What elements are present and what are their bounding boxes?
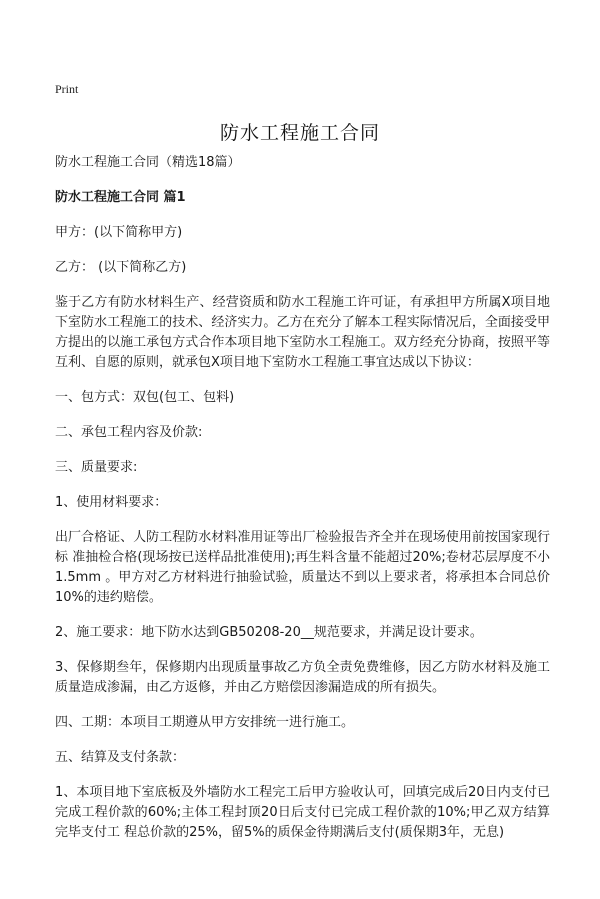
clause-quality: 三、质量要求: xyxy=(55,460,138,475)
clause-scope-price: 二、承包工程内容及价款: xyxy=(55,425,203,440)
document-title: 防水工程施工合同 xyxy=(219,122,380,144)
clause-contract-type: 一、包方式：双包(包工、包料) xyxy=(55,390,235,405)
section-heading: 防水工程施工合同 篇1 xyxy=(55,190,186,205)
clause-settlement: 五、结算及支付条款： xyxy=(55,750,186,765)
preamble-paragraph: 鉴于乙方有防水材料生产、经营资质和防水工程施工许可证，有承担甲方所属X项目地下室防水工程施工的技术、经济实力。乙方在充分了解本工程实际情况后，全面接受甲方提出的以施工承包方式合作本项目地下室防水工程施工。双方经充分协商，按照平等互利、自愿的原则，就承包X项目地下室防水工程施工事宜达成以下协议： xyxy=(55,295,550,370)
clause-schedule: 四、工期：本项目工期遵从甲方安排统一进行施工。 xyxy=(55,715,355,730)
material-req-paragraph: 出厂合格证、人防工程防水材料准用证等出厂检验报告齐全并在现场使用前按国家现行标 准抽检合格(现场按已送样品批准使用);再生料含量不能超过20%;卷材芯层厚度不小1.5mm 。甲方对乙方材料进行抽验试验，质量达不到以上要求者，将承担本合同总价10%的违约赔偿。 xyxy=(55,530,550,605)
party-b-line: 乙方： (以下简称乙方) xyxy=(55,260,187,275)
construction-req: 2、施工要求：地下防水达到GB50208-20__规范要求，并满足设计要求。 xyxy=(55,625,483,640)
party-a-line: 甲方：(以下简称甲方) xyxy=(55,225,183,240)
settlement-paragraph: 1、本项目地下室底板及外墙防水工程完工后甲方验收认可，回填完成后20日内支付已完成工程价款的60%;主体工程封顶20日后支付已完成工程价款的10%;甲乙双方结算完毕支付工 程总价款的25%，留5%的质保金待期满后支付(质保期3年，无息) xyxy=(55,785,550,840)
print-label: Print xyxy=(55,82,79,96)
warranty-paragraph: 3、保修期叁年，保修期内出现质量事故乙方负全责免费维修，因乙方防水材料及施工质量造成渗漏，由乙方返修，并由乙方赔偿因渗漏造成的所有损失。 xyxy=(55,660,550,695)
subtitle: 防水工程施工合同（精选18篇） xyxy=(55,155,241,170)
clause-material-req: 1、使用材料要求： xyxy=(55,495,168,510)
document-body xyxy=(55,153,550,858)
